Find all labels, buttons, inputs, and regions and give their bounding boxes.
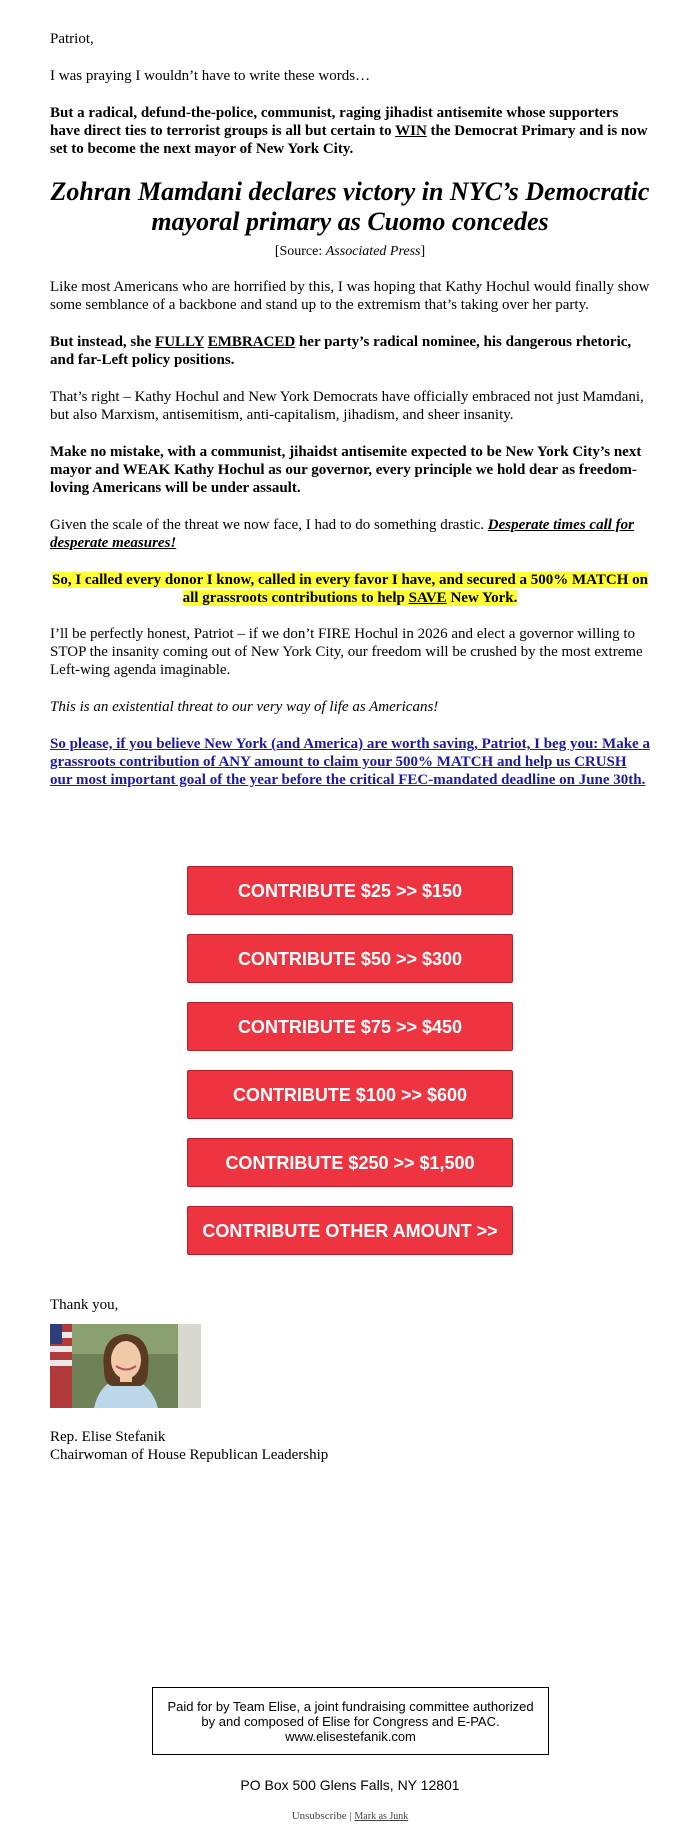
cta-paragraph [50,735,650,789]
text-span: So, I called every donor I know, called in every favor I have, and secured a 500% MATCH on all grassroots contributions to help [52,572,648,606]
paragraph-existential [50,698,650,716]
signoff: Thank you, [50,1297,119,1313]
highlight-span [52,572,648,606]
contribute-50-button[interactable]: CONTRIBUTE $50 >> $300 [187,934,513,983]
contribute-25-button[interactable]: CONTRIBUTE $25 >> $150 [187,866,513,915]
bold-paragraph-embraced [50,333,650,369]
contribute-100-button[interactable]: CONTRIBUTE $100 >> $600 [187,1070,513,1119]
signer-name: Rep. Elise Stefanik [50,1429,166,1445]
contribute-75-button[interactable]: CONTRIBUTE $75 >> $450 [187,1002,513,1051]
paragraph-honest: I’ll be perfectly honest, Patriot – if we don’t FIRE Hochul in 2026 and elect a governor willing to STOP the insanity coming out of New York City, our freedom will be crushed by the most extreme Left-wing agenda imaginable. [50,626,643,678]
contribute-250-button[interactable]: CONTRIBUTE $250 >> $1,500 [187,1138,513,1187]
unsubscribe-link[interactable]: Unsubscribe [291,1810,347,1822]
signer-title: Chairwoman of House Republican Leadership [50,1447,329,1463]
source-close: ] [420,244,426,259]
footer-separator: | [349,1810,352,1822]
paragraph-hochul: Like most Americans who are horrified by this, I was hoping that Kathy Hochul would finally show some semblance of a backbone and stand up to the extremism that’s taking over her party. [50,279,650,313]
emphasis-fully: FULLY [155,334,204,350]
source-name: Associated Press [325,244,421,259]
text-span: But a radical, defund-the-police, communist, raging jihadist antisemite whose supporters have direct ties to terrorist groups is all but certain to [50,105,619,139]
bold-paragraph-no-mistake: Make no mistake, with a communist, jihaidst antisemite expected to be New York City’s next mayor and WEAK Kathy Hochul as our governor, every principle we hold dear as freedom-loving Americans will be under assault. [50,444,642,496]
contribution-buttons [0,866,700,1274]
bold-paragraph-winner [50,104,650,158]
headline-source [50,243,650,261]
text-span: the Democrat Primary and is now set to become the next mayor of New York City. [50,123,648,157]
paragraph-thats-right: That’s right – Kathy Hochul and New York Democrats have officially embraced not just Mamdani, but also Marxism, antisemitism, anti-capitalism, jihadism, and sheer insanity. [50,389,644,423]
footer-links [0,1810,700,1822]
source-open: [Source: [274,244,326,259]
signature-block [50,1428,650,1464]
text-span: her party’s radical nominee, his dangerous rhetoric, and far-Left policy positions. [50,334,632,368]
text-span: But instead, she [50,334,156,350]
emphasis-win: WIN [395,123,427,139]
intro-paragraph: I was praying I wouldn’t have to write these words… [50,68,371,84]
text-span: New York. [446,590,518,606]
contribute-other-button[interactable]: CONTRIBUTE OTHER AMOUNT >> [187,1206,513,1255]
paragraph-drastic [50,516,650,552]
emphasis-desperate: Desperate times call for desperate measures! [50,517,635,551]
highlighted-match-paragraph [50,571,650,607]
paid-for-disclaimer: Paid for by Team Elise, a joint fundraising committee authorized by and composed of Elise for Congress and E-PAC. www.elisestefanik.com [152,1687,549,1755]
email-body [50,30,650,808]
greeting: Patriot, [50,31,94,47]
italic-text: This is an existential threat to our very way of life as Americans! [50,699,439,715]
mark-as-junk-link[interactable]: Mark as Junk [354,1811,409,1822]
mailing-address: PO Box 500 Glens Falls, NY 12801 [240,1777,460,1793]
text-span: Given the scale of the threat we now face, I had to do something drastic. [50,517,488,533]
cta-link[interactable]: So please, if you believe New York (and America) are worth saving, Patriot, I beg you: Make a grassroots contribution of ANY amount to claim your 500% MATCH and help us CRUSH our most important goal of the year before the critical FEC-mandated deadline on June 30th. [50,736,650,788]
signer-photo [50,1324,201,1408]
emphasis-save: SAVE [408,590,447,606]
emphasis-embraced: EMBRACED [207,334,296,350]
news-headline: Zohran Mamdani declares victory in NYC’s Democratic mayoral primary as Cuomo concedes [50,177,650,236]
